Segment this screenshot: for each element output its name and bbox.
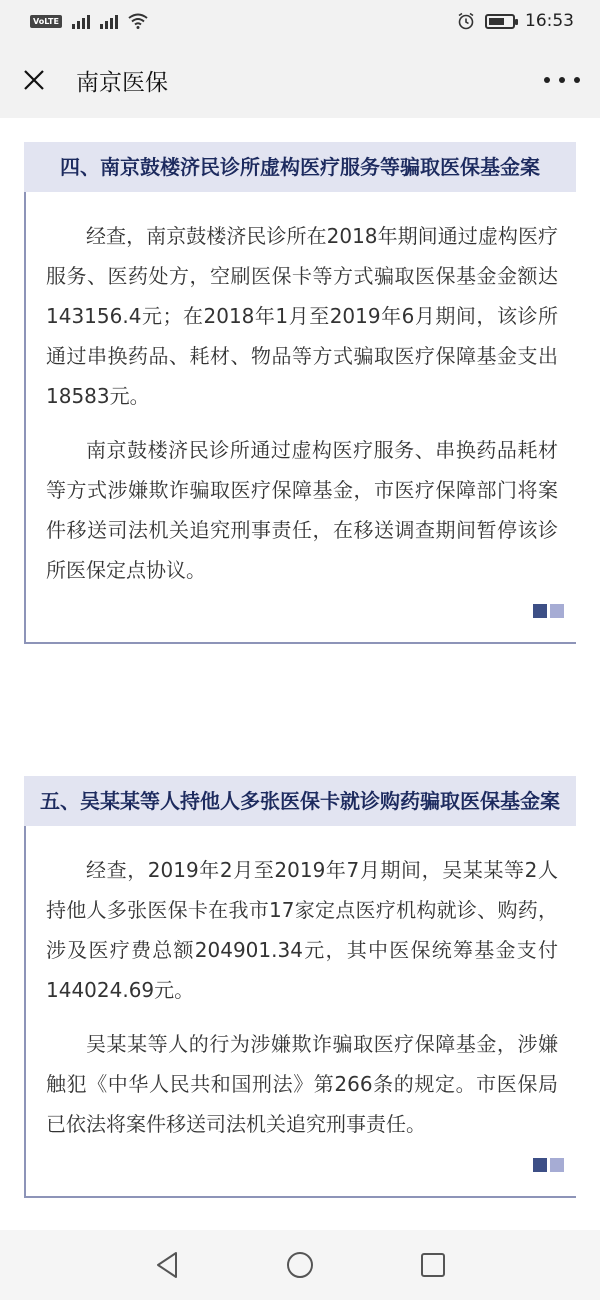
more-dot-icon	[544, 77, 550, 83]
status-bar-left	[30, 13, 148, 29]
recents-button[interactable]	[413, 1245, 453, 1285]
case-paragraph: 经查，南京鼓楼济民诊所在2018年期间通过虚构医疗服务、医药处方，空刷医保卡等方式骗取医保基金金额达143156.4元；在2018年1月至2019年6月期间，该诊所通过串换药品、耗材、物品等方式骗取医疗保障基金支出18583元。	[46, 224, 558, 408]
back-button[interactable]	[147, 1245, 187, 1285]
signal-icon	[72, 13, 90, 29]
case-paragraph: 经查，2019年2月至2019年7月期间，吴某某等2人持他人多张医保卡在我市17家定点医疗机构就诊、购药，涉及医疗费总额204901.34元，其中医保统筹基金支付144024.69元。	[46, 858, 558, 1002]
square-dark-icon	[533, 604, 547, 618]
case-card-4	[24, 142, 576, 644]
wifi-icon	[128, 13, 148, 29]
recents-square-icon	[419, 1251, 447, 1279]
article-content[interactable]	[0, 118, 600, 1230]
volte-badge: VoLTE	[30, 15, 62, 28]
square-light-icon	[550, 604, 564, 618]
case-body	[24, 826, 576, 1198]
case-body	[24, 192, 576, 644]
status-bar-right	[457, 11, 574, 31]
app-header	[0, 42, 600, 118]
decoration-squares	[46, 1158, 564, 1172]
home-circle-icon	[285, 1250, 315, 1280]
decoration-squares	[46, 604, 564, 618]
square-dark-icon	[533, 1158, 547, 1172]
case-paragraph: 南京鼓楼济民诊所通过虚构医疗服务、串换药品耗材等方式涉嫌欺诈骗取医疗保障基金，市医疗保障部门将案件移送司法机关追究刑事责任，在移送调查期间暂停该诊所医保定点协议。	[46, 438, 558, 582]
more-dot-icon	[574, 77, 580, 83]
more-dot-icon	[559, 77, 565, 83]
back-triangle-icon	[154, 1250, 180, 1280]
battery-icon	[485, 14, 515, 29]
signal-icon-2	[100, 13, 118, 29]
home-button[interactable]	[280, 1245, 320, 1285]
alarm-icon	[457, 12, 475, 30]
battery-fill	[489, 18, 504, 25]
close-button[interactable]	[20, 66, 48, 94]
close-icon	[23, 69, 45, 91]
status-time: 16:53	[525, 11, 574, 31]
case-paragraph: 吴某某等人的行为涉嫌欺诈骗取医疗保障基金，涉嫌触犯《中华人民共和国刑法》第266条的规定。市医保局已依法将案件移送司法机关追究刑事责任。	[46, 1032, 558, 1136]
case-title: 五、吴某某等人持他人多张医保卡就诊购药骗取医保基金案	[24, 776, 576, 826]
system-nav-bar	[0, 1230, 600, 1300]
page-title: 南京医保	[76, 69, 168, 96]
status-bar	[0, 0, 600, 42]
square-light-icon	[550, 1158, 564, 1172]
case-card-5	[24, 776, 576, 1198]
case-title: 四、南京鼓楼济民诊所虚构医疗服务等骗取医保基金案	[24, 142, 576, 192]
more-button[interactable]	[544, 66, 580, 94]
